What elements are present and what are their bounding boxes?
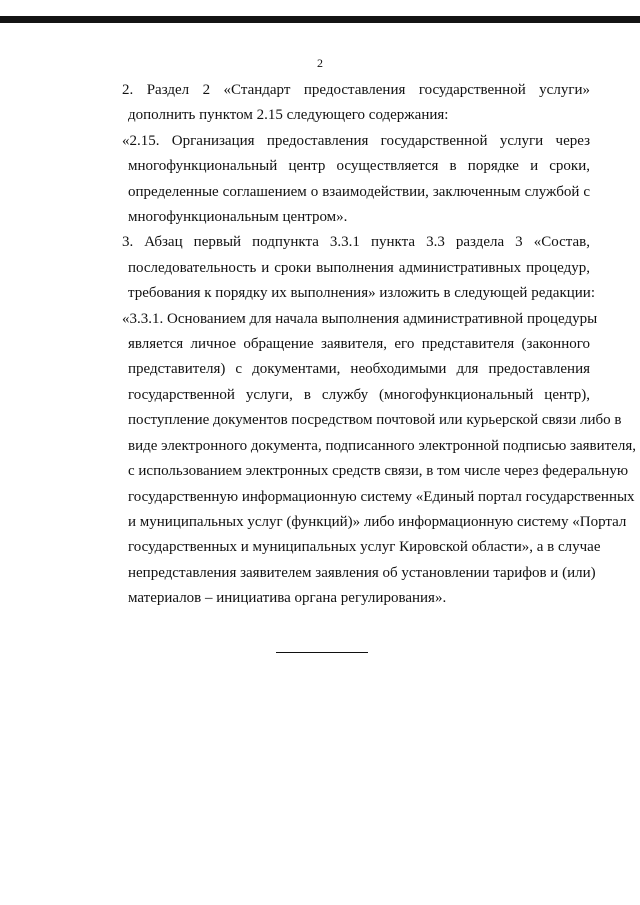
text-line: последовательность и сроки выполнения административных процедур, — [128, 259, 590, 276]
text-line: дополнить пунктом 2.15 следующего содержания: — [128, 107, 449, 124]
text-line: определенные соглашением о взаимодействии, заключенным службой с — [128, 183, 590, 200]
paragraph-item-2-15 — [90, 129, 590, 231]
closing-divider-line — [276, 652, 368, 653]
text-line: государственную информационную систему «Единый портал государственных — [128, 488, 635, 505]
text-line: с использованием электронных средств связи, в том числе через федеральную — [128, 463, 629, 480]
text-line: материалов – инициатива органа регулирования». — [128, 590, 447, 607]
text-line: является личное обращение заявителя, его представителя (законного — [128, 336, 590, 353]
scan-edge-bar — [0, 16, 640, 23]
text-line: государственной услуги, в службу (многофункциональный центр), — [128, 386, 590, 403]
text-line: 2. Раздел 2 «Стандарт предоставления государственной услуги» — [122, 82, 590, 98]
text-line: поступление документов посредством почтовой или курьерской связи либо в — [128, 412, 622, 429]
paragraph-amend-3-3-1 — [90, 230, 595, 306]
document-body — [90, 78, 636, 612]
text-line: представителя) с документами, необходимыми для предоставления — [128, 361, 590, 378]
text-line: «2.15. Организация предоставления государственной услуги через — [122, 132, 590, 149]
paragraph-amend-section-2 — [90, 78, 590, 129]
text-line: государственных и муниципальных услуг Кировской области», а в случае — [128, 539, 601, 556]
text-line: многофункциональный центр осуществляется в порядке и сроки, — [128, 158, 590, 175]
text-line: требования к порядку их выполнения» изложить в следующей редакции: — [128, 285, 595, 302]
text-line: 3. Абзац первый подпункта 3.3.1 пункта 3.3 раздела 3 «Состав, — [122, 234, 590, 251]
text-line: «3.3.1. Основанием для начала выполнения административной процедуры — [122, 310, 598, 327]
text-line: многофункциональным центром». — [128, 209, 348, 226]
page-number: 2 — [317, 56, 323, 70]
text-line: и муниципальных услуг (функций)» либо информационную систему «Портал — [128, 513, 627, 530]
text-line: непредставления заявителем заявления об установлении тарифов и (или) — [128, 564, 596, 581]
paragraph-item-3-3-1 — [90, 307, 636, 612]
text-line: виде электронного документа, подписанного электронной подписью заявителя, — [128, 437, 636, 454]
